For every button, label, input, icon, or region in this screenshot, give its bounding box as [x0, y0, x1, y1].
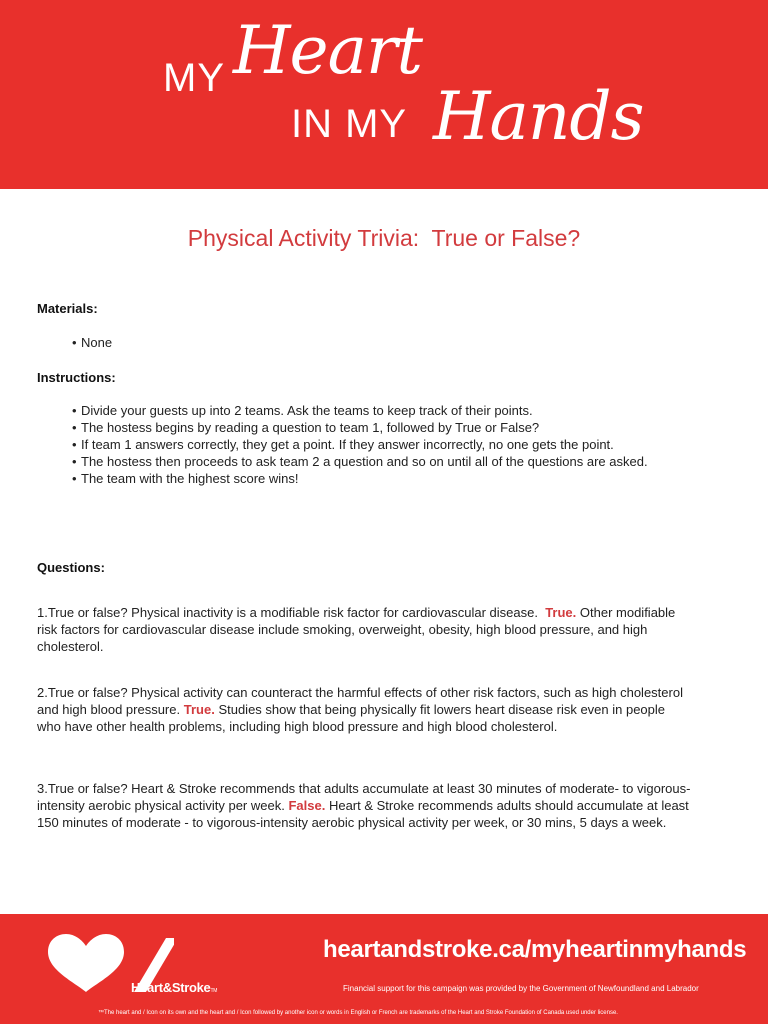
- brand-name: Heart&StrokeTM: [131, 980, 218, 995]
- list-item: • The hostess then proceeds to ask team 2 a question and so on until all of the questions are asked.: [72, 454, 648, 469]
- campaign-url-link[interactable]: heartandstroke.ca/myheartinmyhands: [323, 936, 747, 963]
- question-text: 1.True or false? Physical inactivity is a modifiable risk factor for cardiovascular disease.: [37, 605, 538, 620]
- page-title: Physical Activity Trivia: True or False?: [187, 225, 581, 251]
- logo-word-in-my: IN MY: [291, 102, 408, 146]
- question-text: 3.True or false? Heart & Stroke recommends that adults accumulate at least 30 minutes of moderate- to vigorous-intensity aerobic physical activity per week.: [37, 781, 691, 813]
- campaign-logo: [163, 12, 644, 168]
- instructions-list: [72, 402, 675, 487]
- logo-word-hands: Hands: [433, 78, 644, 155]
- trademark-mark: TM: [210, 988, 218, 994]
- funding-notice: Financial support for this campaign was provided by the Government of Newfoundland and Labrador: [343, 984, 699, 993]
- list-item: • The hostess begins by reading a question to team 1, followed by True or False?: [72, 420, 540, 435]
- list-item: • Divide your guests up into 2 teams. Ask the teams to keep track of their points.: [72, 403, 533, 418]
- question-1: [37, 604, 692, 655]
- question-2: [37, 684, 687, 735]
- logo-word-my: MY: [163, 56, 225, 100]
- materials-list: [72, 334, 661, 351]
- footer-banner: [0, 914, 768, 1024]
- answer-badge: False.: [288, 798, 326, 813]
- answer-explanation: Studies show that being physically fit lowers heart disease risk even in people who have other health problems, including high blood pressure and high blood cholesterol.: [37, 702, 666, 734]
- question-3: [37, 780, 697, 831]
- logo-word-heart: Heart: [233, 12, 423, 89]
- list-item: • None: [72, 335, 113, 350]
- instructions-heading: Instructions:: [37, 370, 116, 385]
- question-text: 2.True or false? Physical activity can counteract the harmful effects of other risk factors, such as high cholesterol and high blood pressure.: [37, 685, 683, 717]
- materials-heading: Materials:: [37, 301, 98, 316]
- header-banner: [0, 0, 768, 189]
- answer-explanation: Heart & Stroke recommends adults should accumulate at least 150 minutes of moderate - to vigorous-intensity aerobic physical activity per week, or 30 mins, 5 days a week.: [37, 798, 689, 830]
- answer-explanation: Other modifiable risk factors for cardiovascular disease include smoking, overweight, obesity, high blood pressure, and high cholesterol.: [37, 605, 676, 654]
- list-item: • The team with the highest score wins!: [72, 471, 299, 486]
- answer-badge: True.: [183, 702, 215, 717]
- questions-heading: Questions:: [37, 560, 105, 575]
- answer-badge: True.: [545, 605, 577, 620]
- trademark-notice: ™The heart and / Icon on its own and the heart and / Icon followed by another icon or words in English or French are trademarks of the Heart and Stroke Foundation of Canada used under license.: [98, 1010, 618, 1016]
- list-item: • If team 1 answers correctly, they get a point. If they answer incorrectly, no one gets the point.: [72, 437, 614, 452]
